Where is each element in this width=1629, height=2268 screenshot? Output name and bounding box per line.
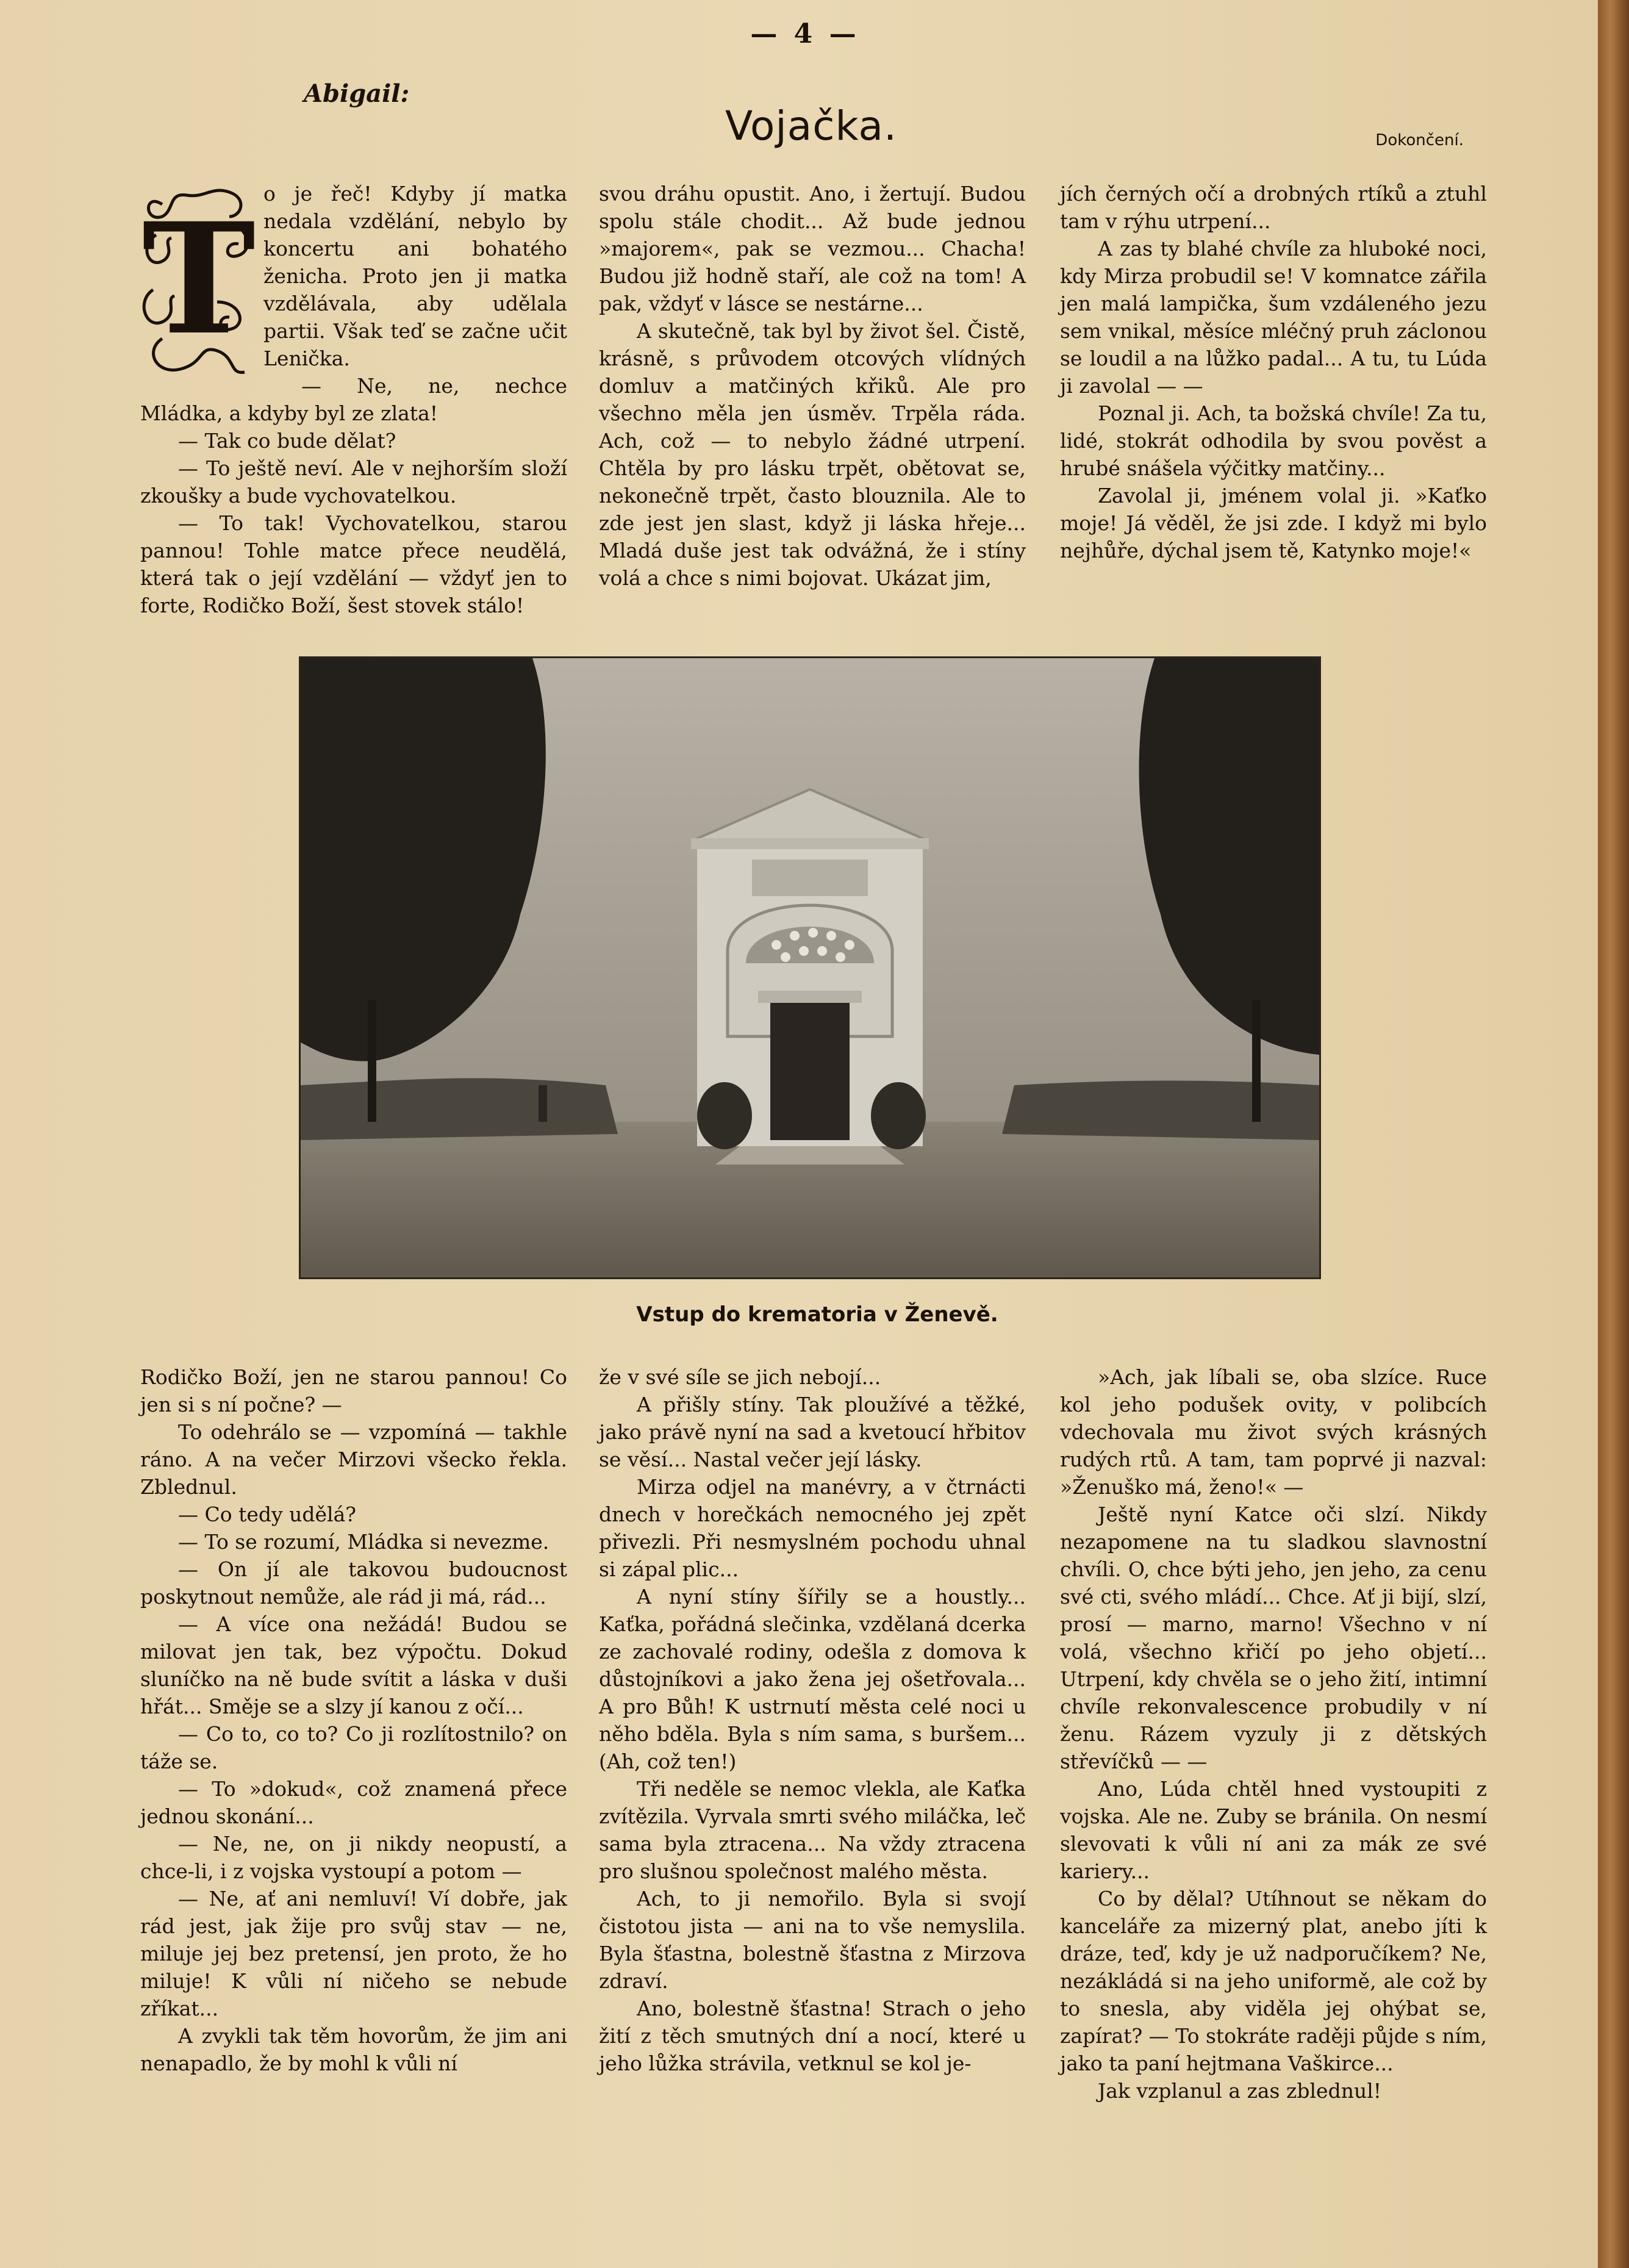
paragraph: »Ach, jak líbali se, oba slzíce. Ruce kol jeho podušek ovity, v polibcích vdechovala mu život svých krásných rudých rtů. A tam, tam poprvé ji nazval: »Ženuško má, ženo!« —	[1060, 1365, 1487, 1499]
paragraph: Tři neděle se nemoc vlekla, ale Kaťka zvítězila. Vyrvala smrti svého miláčka, leč sama byla ztracena... Na vždy ztracena pro slušnou společnost malého města.	[599, 1777, 1026, 1883]
paragraph: Mirza odjel na manévry, a v čtrnácti dnech v horečkách nemocného jej zpět přivezli. Při nesmyslném pochodu uhnal si zápal plic...	[599, 1475, 1026, 1581]
paragraph: Rodičko Boží, jen ne starou pannou! Co jen si s ní počne? —	[140, 1365, 567, 1416]
paragraph: svou dráhu opustit. Ano, i žertují. Budou spolu stále chodit... Až bude jednou »majorem«, pak se vezmou... Chacha! Budou již hodně staří, ale což na tom! A pak, vždyť v lásce se nestárne...	[599, 182, 1026, 315]
paragraph: — Tak co bude dělat?	[178, 429, 396, 453]
paragraph: — On jí ale takovou budoucnost poskytnout nemůže, ale rád ji má, rád...	[140, 1557, 567, 1609]
paragraph: — To ještě neví. Ale v nejhorším složí zkoušky a bude vychovatelkou.	[140, 456, 567, 508]
paragraph: — Ne, ať ani nemluví! Ví dobře, jak rád jest, jak žije pro svůj stav — ne, miluje jej bez pretensí, jen proto, že ho miluje! K vůli ní ničeho se nebude zříkat...	[140, 1887, 567, 2020]
paragraph: Co by dělal? Utíhnout se někam do kanceláře za mizerný plat, anebo jíti k dráze, teď, kdy je už nadporučíkem? Ne, nezákládá si na jeho uniformě, ale což by to snesla, aby viděla jej ohýbat se, zapírat? — To stokráte raději půjde s ním, jako ta paní hejtmana Vaškirce...	[1060, 1887, 1487, 2075]
bottom-column-3	[1060, 1363, 1487, 2105]
top-column-2	[599, 180, 1026, 592]
dropcap-letter: T	[141, 189, 256, 368]
bottom-column-2	[599, 1363, 1026, 2077]
paragraph: A skutečně, tak byl by život šel. Čistě, krásně, s průvodem otcových vlídných domluv a matčiných křiků. Ale pro všechno měla jen úsměv. Trpěla ráda. Ach, což — to nebylo žádné utrpení. Chtěla by pro lásku trpět, obětovat se, nekonečně trpět, často blouznila. Ale to zde jest jen slast, když ji láska hřeje... Mladá duše jest tak odvážná, že i stíny volá a chce s nimi bojovat. Ukázat jim,	[599, 319, 1026, 590]
paragraph: A zas ty blahé chvíle za hluboké noci, kdy Mirza probudil se! V komnatce zářila jen malá lampička, šum vzdáleného jezu sem vnikal, měsíce mléčný pruh záclonou se loudil a na lůžko padal... A tu, tu Lúda ji zavolal — —	[1060, 237, 1487, 398]
top-column-3	[1060, 180, 1487, 564]
continuation-note: Dokončení.	[1375, 131, 1464, 149]
paragraph: jích černých očí a drobných rtíků a ztuhl tam v rýhu utrpení...	[1060, 182, 1487, 233]
crematorium-photo	[299, 656, 1321, 1279]
paragraph: A přišly stíny. Tak ploužívé a těžké, jako právě nyní na sad a kvetoucí hřbitov se věsí... Nastal večer její lásky.	[599, 1393, 1026, 1471]
paragraph: Ano, Lúda chtěl hned vystoupiti z vojska. Ale ne. Zuby se bránila. On nesmí slevovati k vůli ní ani za mák ze své kariery...	[1060, 1777, 1487, 1883]
paragraph: Zavolal ji, jménem volal ji. »Kaťko moje! Já věděl, že jsi zde. I když mi bylo nejhůře, dýchal jsem tě, Katynko moje!«	[1060, 484, 1487, 562]
paragraph: Poznal ji. Ach, ta božská chvíle! Za tu, lidé, stokrát odhodila by svou pověst a hrubé snášela výčitky matčiny...	[1060, 401, 1487, 480]
paragraph: Ještě nyní Katce oči slzí. Nikdy nezapomene na tu sladkou slavnostní chvíli. O, chce býti jeho, jen jeho, za cenu své cti, svého mládí... Chce. Ať ji bijí, slzí, prosí — marno, marno! Všechno v ní volá, všechno křičí po jeho objetí... Utrpení, kdy chvěla se o jeho žití, intimní chvíle rekonvalescence probudily v ní ženu. Rázem vyzuly ji z dětských střevíčků — —	[1060, 1502, 1487, 1773]
photo-caption: Vstup do krematoria v Ženevě.	[636, 1302, 998, 1327]
ornamental-dropcap	[138, 180, 260, 381]
binding-edge	[1598, 0, 1629, 2268]
article-title: Vojačka.	[725, 102, 897, 149]
paragraph: o je řeč! Kdyby jí matka nedala vzdělání, nebylo by koncertu ani bohatého ženicha. Proto jen ji matka vzdělávala, aby udělala partii. Však teď se začne učit Lenička.	[263, 182, 567, 370]
paragraph: — Ne, ne, on ji nikdy neopustí, a chce-li, i z vojska vystoupí a potom —	[140, 1832, 567, 1883]
paragraph: že v své síle se jich nebojí...	[599, 1365, 881, 1389]
paragraph: — Co tedy udělá?	[178, 1502, 356, 1526]
crematorium-illustration	[301, 658, 1319, 1277]
paragraph: — A více ona nežádá! Budou se milovat jen tak, bez výpočtu. Dokud sluníčko na ně bude svítit a láska v duši hřát... Směje se a slzy jí kanou z očí...	[140, 1612, 567, 1718]
bottom-column-1	[140, 1363, 567, 2077]
paragraph: Ach, to ji nemořilo. Byla si svojí čistotou jista — ani na to vše nemyslila. Byla šťastna, bolestně šťastna z Mirzova zdraví.	[599, 1887, 1026, 1993]
page-number: — 4 —	[750, 18, 860, 49]
paragraph: To odehrálo se — vzpomíná — takhle ráno. A na večer Mirzovi všecko řekla. Zblednul.	[140, 1420, 567, 1499]
paragraph: — Co to, co to? Co ji rozlítostnilo? on táže se.	[140, 1722, 567, 1773]
paragraph: — To se rozumí, Mládka si nevezme.	[178, 1530, 550, 1554]
paragraph: A zvykli tak těm hovorům, že jim ani nenapadlo, že by mohl k vůli ní	[140, 2024, 567, 2075]
paragraph: Jak vzplanul a zas zblednul!	[1098, 2079, 1382, 2103]
author-name: Abigail:	[304, 79, 410, 108]
paragraph: — Ne, ne, nechce Mládka, a kdyby byl ze zlata!	[140, 374, 567, 425]
paragraph: — To tak! Vychovatelkou, starou pannou! Tohle matce přece neudělá, která tak o její vzdělání — vždyť jen to forte, Rodičko Boží, šest stovek stálo!	[140, 511, 567, 617]
top-column-1	[140, 180, 567, 619]
paragraph: A nyní stíny šířily se a houstly... Kaťka, pořádná slečinka, vzdělaná dcerka ze zachovalé rodiny, odešla z domova k důstojníkovi a jako žena jej ošetřovala... A pro Bůh! K ustrnutí města celé noci u něho bděla. Byla s ním sama, s buršem... (Ah, což ten!)	[599, 1585, 1026, 1773]
paragraph: — To »dokud«, což znamená přece jednou skonání...	[140, 1777, 567, 1828]
paragraph: Ano, bolestně šťastna! Strach o jeho žití z těch smutných dní a nocí, které u jeho lůžka strávila, vetknul se kol je-	[599, 1997, 1026, 2075]
